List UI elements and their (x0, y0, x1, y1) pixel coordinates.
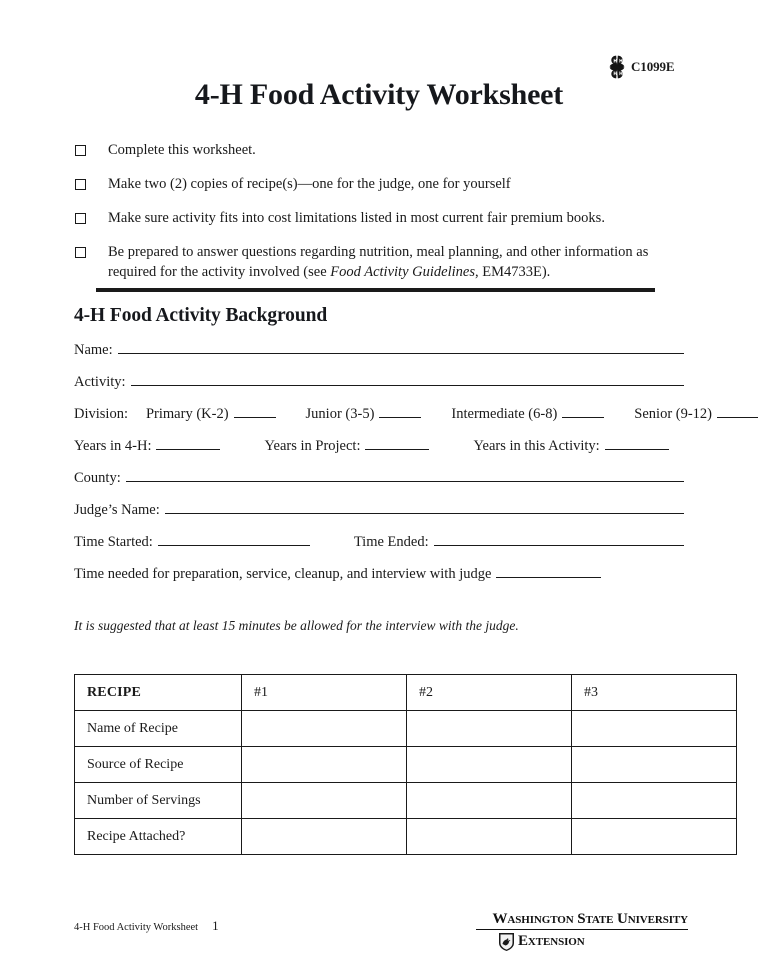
table-row (75, 747, 737, 783)
table-cell[interactable] (407, 783, 572, 819)
footer-left (74, 918, 219, 934)
table-cell[interactable] (572, 783, 737, 819)
table-cell[interactable] (572, 747, 737, 783)
years-in-4h-input-line[interactable] (156, 437, 220, 450)
table-cell[interactable] (572, 711, 737, 747)
wsu-university-name: Washington State University (476, 912, 688, 930)
division-option-junior: Junior (3-5) (305, 406, 375, 422)
table-header-1: #1 (242, 675, 407, 711)
table-row-label: Number of Servings (75, 783, 242, 819)
checklist-item[interactable] (74, 140, 694, 160)
table-row-label: Source of Recipe (75, 747, 242, 783)
table-row (75, 711, 737, 747)
activity-input-line[interactable] (131, 373, 684, 386)
judge-name-input-line[interactable] (165, 501, 684, 514)
section-heading: 4-H Food Activity Background (74, 305, 328, 326)
table-cell[interactable] (242, 783, 407, 819)
checklist-item[interactable] (74, 208, 694, 228)
county-label: County: (74, 470, 121, 486)
time-started-input-line[interactable] (158, 533, 310, 546)
division-primary-blank[interactable] (234, 405, 276, 418)
instructions-checklist (74, 140, 694, 282)
checkbox-icon[interactable] (75, 213, 86, 224)
four-h-clover-icon (604, 54, 630, 80)
interview-note: It is suggested that at least 15 minutes be allowed for the interview with the judge. (74, 618, 519, 633)
name-label: Name: (74, 342, 113, 358)
checklist-item-label: Make sure activity fits into cost limitations listed in most current fair premium books. (108, 210, 605, 226)
name-input-line[interactable] (118, 341, 684, 354)
checklist-text-after: , EM4733E). (474, 264, 551, 280)
table-header-2: #2 (407, 675, 572, 711)
wsu-cougar-shield-icon (498, 932, 515, 952)
table-row-label: Name of Recipe (75, 711, 242, 747)
table-cell[interactable] (242, 711, 407, 747)
years-in-activity-input-line[interactable] (605, 437, 669, 450)
form-row-judge-name (74, 501, 684, 533)
division-option-primary: Primary (K-2) (145, 406, 229, 422)
form-row-years (74, 437, 684, 469)
division-senior-blank[interactable] (717, 405, 758, 418)
wsu-extension-logo (476, 912, 688, 952)
form-row-time-needed (74, 565, 684, 597)
table-cell[interactable] (407, 819, 572, 855)
document-code (604, 54, 674, 80)
checklist-item-label: Make two (2) copies of recipe(s)—one for the judge, one for yourself (108, 176, 511, 192)
checklist-item[interactable] (74, 242, 694, 282)
checklist-item-label: Complete this worksheet. (108, 142, 256, 158)
checklist-item[interactable] (74, 174, 694, 194)
time-ended-label: Time Ended: (353, 534, 429, 550)
division-label: Division: (74, 406, 128, 422)
form-row-county (74, 469, 684, 501)
time-started-label: Time Started: (74, 534, 153, 550)
table-cell[interactable] (407, 747, 572, 783)
wsu-extension-text: Extension (518, 933, 585, 950)
table-header-row (75, 675, 737, 711)
recipe-table (74, 674, 737, 855)
table-cell[interactable] (572, 819, 737, 855)
division-option-intermediate: Intermediate (6-8) (451, 406, 558, 422)
activity-label: Activity: (74, 374, 126, 390)
years-in-4h-label: Years in 4-H: (74, 438, 152, 454)
checkbox-icon[interactable] (75, 145, 86, 156)
table-cell[interactable] (242, 819, 407, 855)
table-cell[interactable] (407, 711, 572, 747)
years-in-project-input-line[interactable] (365, 437, 429, 450)
table-header-3: #3 (572, 675, 737, 711)
years-in-activity-label: Years in this Activity: (473, 438, 600, 454)
background-form (74, 341, 713, 597)
time-needed-label: Time needed for preparation, service, cleanup, and interview with judge (74, 566, 492, 582)
checklist-text-before: Be prepared to answer questions regarding nutrition, meal planning, and other information as required for the activity involved (see (108, 244, 649, 280)
years-in-project-label: Years in Project: (264, 438, 361, 454)
document-code-text: C1099E (631, 59, 675, 74)
checkbox-icon[interactable] (75, 179, 86, 190)
page-title: 4-H Food Activity Worksheet (194, 78, 564, 111)
table-cell[interactable] (242, 747, 407, 783)
table-row (75, 819, 737, 855)
division-junior-blank[interactable] (379, 405, 421, 418)
division-option-senior: Senior (9-12) (634, 406, 713, 422)
checklist-text-italic: Food Activity Guidelines (330, 264, 475, 280)
checklist-item-label (108, 242, 694, 282)
table-header-recipe: RECIPE (75, 675, 242, 711)
time-needed-input-line[interactable] (496, 565, 601, 578)
table-row-label: Recipe Attached? (75, 819, 242, 855)
form-row-name (74, 341, 684, 373)
page-number: 1 (212, 918, 219, 933)
form-row-times (74, 533, 684, 565)
county-input-line[interactable] (126, 469, 684, 482)
table-row (75, 783, 737, 819)
division-intermediate-blank[interactable] (562, 405, 604, 418)
form-row-division (74, 405, 713, 437)
time-ended-input-line[interactable] (434, 533, 684, 546)
section-divider (96, 288, 655, 292)
form-row-activity (74, 373, 684, 405)
footer-doc-name: 4-H Food Activity Worksheet (74, 922, 199, 933)
judge-name-label: Judge’s Name: (74, 502, 160, 518)
checkbox-icon[interactable] (75, 247, 86, 258)
